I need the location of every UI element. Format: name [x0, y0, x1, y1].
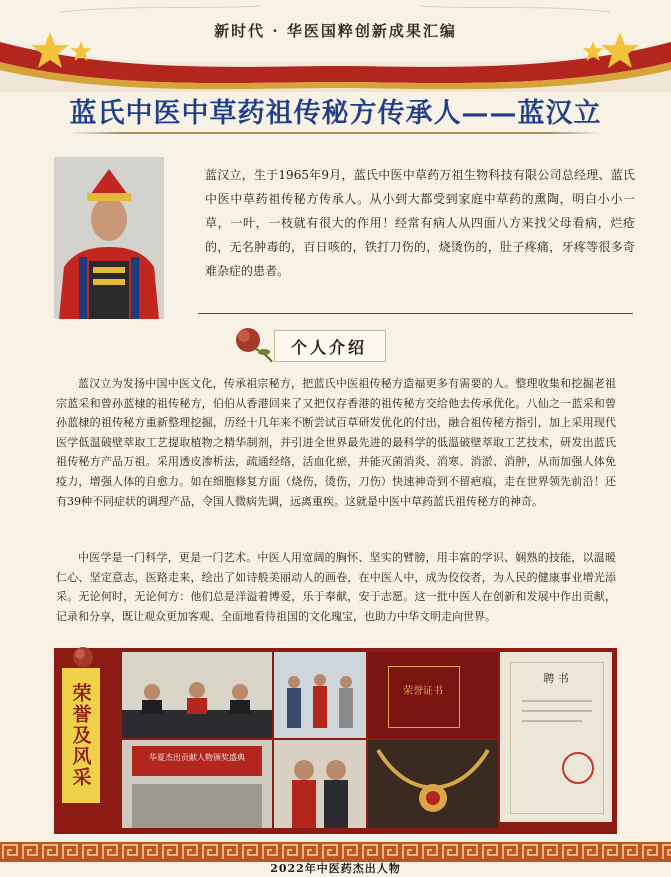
certificate-cover-text: 荣誉证书 [403, 686, 443, 697]
intro-paragraph-2: 中医学是一门科学，更是一门艺术。中医人用宽阔的胸怀、坚实的臂膀，用丰富的学识、娴熟的技能，以温暖仁心、坚定意志，医路走来，绘出了如诗般美丽动人的画卷，在中医人中，成为佼佼者，为人民的健康事业增光添采。无论何时，无论何方：他们总是洋溢着博爱，乐于奉献，安于志愿。这一批中医人在创新和发展中作出贡献，记录和分享，既让观众更加客观、全面地看待祖国的文化瑰宝，也助力中华文明走向世界。 [56, 551, 616, 623]
portrait-photo [54, 157, 164, 319]
medal-photo [368, 740, 498, 828]
group-photo [274, 652, 366, 738]
person-portrait-icon [54, 157, 164, 319]
series-title: 新时代 · 华医国粹创新成果汇编 [214, 22, 457, 40]
peony-flower-icon [66, 640, 100, 674]
section-label: 个人介绍 [290, 338, 367, 357]
gold-star-icon [70, 40, 92, 62]
peony-flower-icon [228, 318, 274, 364]
award-ceremony-photo [122, 740, 272, 828]
honors-label [62, 668, 100, 803]
red-banner-graphic [0, 0, 671, 92]
fret-pattern-icon [0, 842, 671, 862]
bio-text: 蓝汉立，生于1965年9月，蓝氏中医中草药万祖生物科技有限公司总经理、蓝氏中医中草药祖传秘方传承人。从小到大都受到家庭中草药的熏陶，明白小小一草，一叶，一枝就有很大的作用！经常有病人从四面八方来找父母看病，烂疮的，无名肿毒的，百日咳的，铁打刀伤的，烧烫伤的，肚子疼痛，牙疼等很多奇难杂症的患者。 [205, 168, 635, 278]
footer-pattern-band [0, 842, 671, 862]
medal-icon [368, 740, 498, 828]
footer-title: 2022年中医药杰出人物 [270, 862, 401, 875]
group-scene-icon [274, 652, 366, 738]
meeting-photo [122, 652, 272, 738]
letter-title: 聘 书 [543, 672, 569, 685]
section-divider [198, 313, 633, 314]
two-people-icon [274, 740, 366, 828]
red-seal-icon [562, 752, 594, 784]
page-header [0, 0, 671, 92]
ceremony-banner-text: 华夏杰出贡献人物颁奖盛典 [149, 753, 245, 762]
appointment-letter-photo [500, 652, 612, 822]
honors-label-text: 荣誉及风采 [69, 683, 92, 788]
title-divider [70, 132, 601, 134]
gold-star-icon [582, 40, 604, 62]
meeting-scene-icon [122, 652, 272, 738]
intro-paragraph-1: 蓝汉立为发扬中国中医文化，传承祖宗秘方，把蓝氏中医祖传秘方造福更多有需要的人。整理收集和挖掘老祖宗蓝采和曾孙蓝棣的祖传秘方，伯伯从香港回来了又把仅存香港的祖传秘方交给他去传承优化。八仙之一蓝采和曾孙蓝棣的祖传秘方重新整理挖掘，历经十几年来不断尝试百草研发优化的付出，融合祖传秘方指引，加上采用现代医学低温破壁萃取工艺提取植物之精华制剂，并引进全世界最先进的最科学的低温破壁萃取工艺技术，研发出蓝氏祖传秘方产品万祖。采用透皮渗析法，疏通经络，活血化瘀，并能灭菌消炎、消寒、消淤、消肿，从而加强人体免疫力，增强人体的自愈力。如在细胞修复方面（烧伤，烫伤，刀伤）快速神奇到不留疤痕，走在世界领先前沿！还有39种不同症状的调理产品，令国人微病先调，远离重疾。这就是中医中草药蓝氏祖传秘方的神奇。 [56, 377, 616, 508]
certificate-cover-photo [368, 652, 498, 738]
portrait-pair-photo [274, 740, 366, 828]
article-title: 蓝氏中医中草药祖传秘方传承人——蓝汉立 [69, 98, 602, 129]
